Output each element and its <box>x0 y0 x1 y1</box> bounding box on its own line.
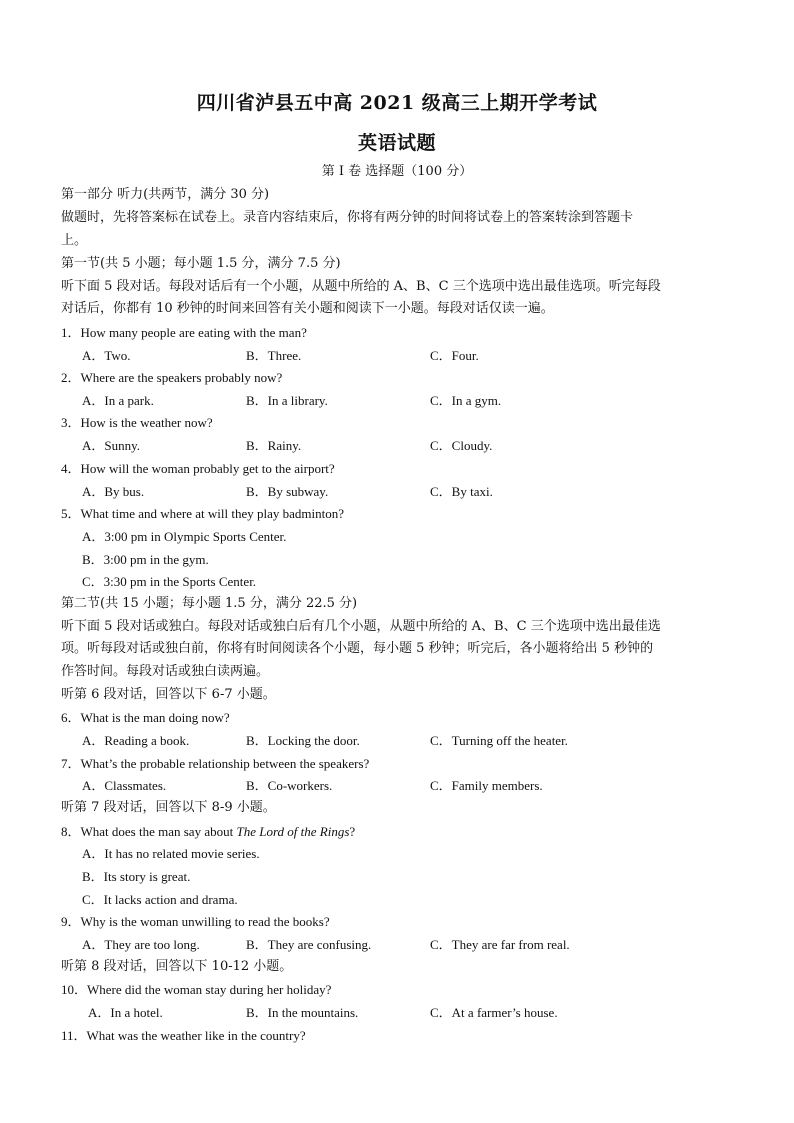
question-7-option-a[interactable]: A．Classmates. <box>82 778 167 793</box>
question-8-option-c[interactable]: C．It lacks action and drama. <box>82 892 238 907</box>
section2-instructions-line2: 项。听每段对话或独白前，你将有时间阅读各个小题，每小题 5 秒钟；听完后，各小题将给出 5 秒钟的 <box>61 641 654 656</box>
question-3-option-b[interactable]: B．Rainy. <box>246 438 302 453</box>
question-5-stem: 5．What time and where at will they play badminton? <box>61 506 345 521</box>
question-9-option-c[interactable]: C．They are far from real. <box>430 937 570 952</box>
question-8-option-b[interactable]: B．Its story is great. <box>82 869 191 884</box>
question-4-option-c[interactable]: C．By taxi. <box>430 484 493 499</box>
question-6-stem: 6．What is the man doing now? <box>61 710 230 725</box>
question-1-stem: 1．How many people are eating with the man? <box>61 325 307 340</box>
question-9-stem: 9．Why is the woman unwilling to read the books? <box>61 914 330 929</box>
question-1-option-c[interactable]: C．Four. <box>430 348 479 363</box>
subject-title: 英语试题 <box>357 132 436 154</box>
section1-heading: 第一节(共 5 小题；每小题 1.5 分，满分 7.5 分) <box>61 256 341 271</box>
question-7-option-c[interactable]: C．Family members. <box>430 778 543 793</box>
question-11-stem: 11．What was the weather like in the country? <box>61 1028 306 1043</box>
question-3-option-c[interactable]: C．Cloudy. <box>430 438 493 453</box>
question-1-option-b[interactable]: B．Three. <box>246 348 302 363</box>
question-7-option-b[interactable]: B．Co-workers. <box>246 778 333 793</box>
question-6-option-a[interactable]: A．Reading a book. <box>82 733 190 748</box>
question-4-option-a[interactable]: A．By bus. <box>82 484 145 499</box>
section2-heading: 第二节(共 15 小题；每小题 1.5 分，满分 22.5 分) <box>61 596 358 611</box>
question-8-stem-end: ? <box>349 824 356 839</box>
question-4-option-b[interactable]: B．By subway. <box>246 484 329 499</box>
question-6-option-b[interactable]: B．Locking the door. <box>246 733 360 748</box>
question-9-option-a[interactable]: A．They are too long. <box>82 937 200 952</box>
dialogue-6-cue: 听第 6 段对话，回答以下 6-7 小题。 <box>61 687 276 702</box>
volume-heading: 第 I 卷 选择题（100 分） <box>321 164 473 179</box>
question-5-option-c[interactable]: C．3:30 pm in the Sports Center. <box>82 574 257 589</box>
exam-title: 四川省泸县五中高 2021 级高三上期开学考试 <box>196 92 598 114</box>
part1-instructions-line1: 做题时，先将答案标在试卷上。录音内容结束后，你将有两分钟的时间将试卷上的答案转涂到答题卡 <box>61 210 634 225</box>
question-10-option-a[interactable]: A．In a hotel. <box>88 1005 163 1020</box>
section1-instructions-line1: 听下面 5 段对话。每段对话后有一个小题，从题中所给的 A、B、C 三个选项中选出最佳选项。听完每段 <box>61 279 661 294</box>
dialogue-8-cue: 听第 8 段对话，回答以下 10-12 小题。 <box>61 959 293 974</box>
question-4-stem: 4．How will the woman probably get to the airport? <box>61 461 335 476</box>
question-10-option-b[interactable]: B．In the mountains. <box>246 1005 359 1020</box>
question-6-option-c[interactable]: C．Turning off the heater. <box>430 733 568 748</box>
section2-instructions-line3: 作答时间。每段对话或独白读两遍。 <box>61 664 270 679</box>
part1-instructions-line2: 上。 <box>61 233 88 248</box>
question-8-stem-text: 8．What does the man say about <box>61 824 237 839</box>
question-10-option-c[interactable]: C．At a farmer’s house. <box>430 1005 558 1020</box>
question-5-option-b[interactable]: B．3:00 pm in the gym. <box>82 552 209 567</box>
book-title: The Lord of the Rings <box>236 824 350 839</box>
question-9-option-b[interactable]: B．They are confusing. <box>246 937 372 952</box>
part1-heading: 第一部分 听力(共两节，满分 30 分) <box>61 187 270 202</box>
question-2-option-c[interactable]: C．In a gym. <box>430 393 502 408</box>
question-8-option-a[interactable]: A．It has no related movie series. <box>82 846 260 861</box>
question-2-stem: 2．Where are the speakers probably now? <box>61 370 283 385</box>
question-5-option-a[interactable]: A．3:00 pm in Olympic Sports Center. <box>82 529 287 544</box>
question-2-option-b[interactable]: B．In a library. <box>246 393 328 408</box>
question-3-option-a[interactable]: A．Sunny. <box>82 438 141 453</box>
question-7-stem: 7．What’s the probable relationship between the speakers? <box>61 756 370 771</box>
section1-instructions-line2: 对话后，你都有 10 秒钟的时间来回答有关小题和阅读下一小题。每段对话仅读一遍。 <box>61 301 554 316</box>
question-3-stem: 3．How is the weather now? <box>61 415 213 430</box>
question-8-stem <box>61 823 741 841</box>
question-10-stem: 10．Where did the woman stay during her holiday? <box>61 982 332 997</box>
question-2-option-a[interactable]: A．In a park. <box>82 393 154 408</box>
question-1-option-a[interactable]: A．Two. <box>82 348 131 363</box>
dialogue-7-cue: 听第 7 段对话，回答以下 8-9 小题。 <box>61 800 276 815</box>
section2-instructions-line1: 听下面 5 段对话或独白。每段对话或独白后有几个小题，从题中所给的 A、B、C 三个选项中选出最佳选 <box>61 619 661 634</box>
